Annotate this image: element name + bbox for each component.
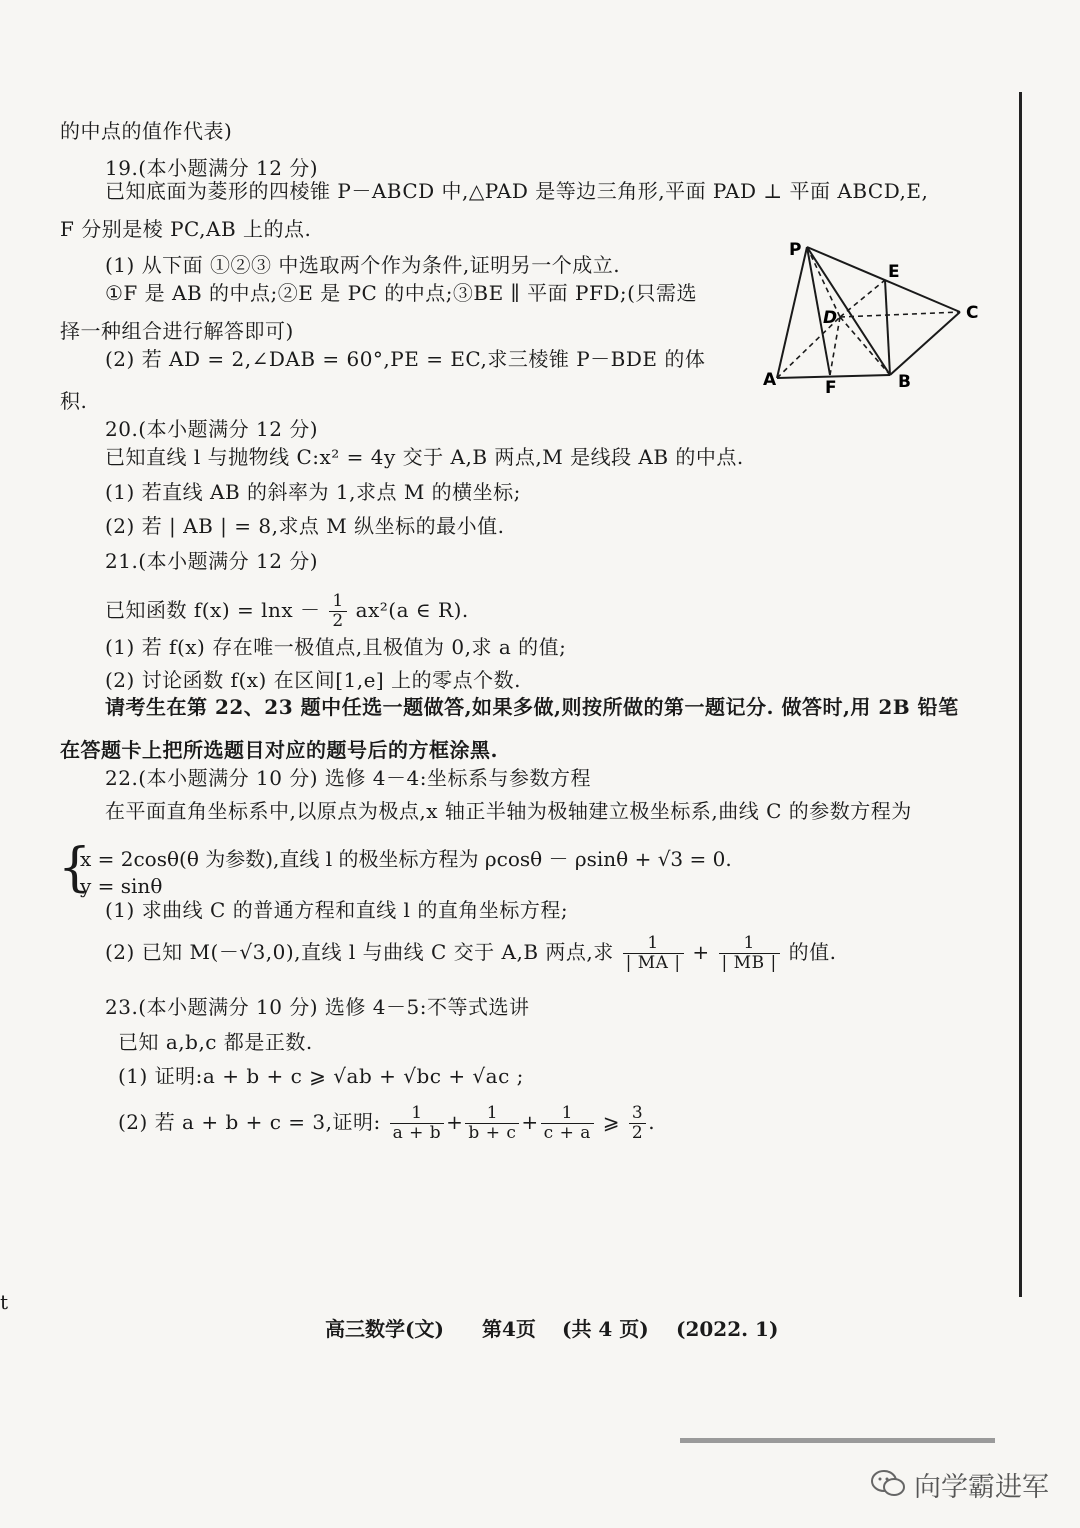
edge-PA: [777, 247, 807, 378]
label-P: P: [789, 240, 802, 260]
q19-part1-line2: ①F 是 AB 的中点;②E 是 PC 的中点;③BE ∥ 平面 PFD;(只需选: [105, 281, 697, 305]
q23-part1: (1) 证明:a + b + c ⩾ √ab + √bc + √ac ;: [118, 1064, 524, 1088]
q19-stem-line2: F 分别是棱 PC,AB 上的点.: [60, 217, 312, 241]
q22-frac2-num: 1: [719, 934, 780, 954]
label-B: B: [898, 372, 911, 392]
label-E: E: [888, 262, 900, 282]
q19-part2-line2: 积.: [60, 389, 88, 413]
edge-BC: [890, 312, 960, 375]
footer-total: (共 4 页): [562, 1317, 649, 1341]
q23-frac1-num: 1: [390, 1104, 445, 1124]
q22-stem: 在平面直角坐标系中,以原点为极点,x 轴正半轴为极轴建立极坐标系,曲线 C 的参数方程为: [105, 799, 912, 823]
q23-frac4: [629, 1104, 646, 1143]
footer-subject: 高三数学(文): [325, 1317, 444, 1341]
q22-plus: +: [692, 940, 710, 964]
edge-PD: [807, 247, 840, 317]
margin-mark: t: [0, 1290, 9, 1314]
label-A: A: [763, 370, 777, 390]
edge-DB: [840, 317, 890, 375]
q19-title: 19.(本小题满分 12 分): [105, 156, 319, 180]
q23-part2: (2) 若 a + b + c = 3,证明: $\frac{1}{a + b}$ + $\frac{1}{b + c}$ + $\frac{1}{c + a}$ ⩾ $\frac{3}{2}$ .: [118, 1103, 656, 1143]
edge-PC: [807, 247, 960, 312]
q22-eq-x: x = 2cosθ: [80, 847, 180, 871]
q22-title: 22.(本小题满分 10 分) 选修 4－4:坐标系与参数方程: [105, 766, 591, 790]
q23-frac1-den: a + b: [392, 1123, 442, 1143]
q23-frac2: [465, 1104, 519, 1143]
edge-DE: [840, 280, 885, 317]
q22-system-line2: y = sinθ: [80, 874, 163, 898]
q23-end: .: [648, 1110, 656, 1134]
q21-frac-num: 1: [329, 592, 346, 612]
header-fragment: 的中点的值作代表): [60, 119, 233, 143]
q21-stem: [105, 588, 469, 632]
q23-frac1: [390, 1104, 445, 1143]
q20-part1: (1) 若直线 AB 的斜率为 1,求点 M 的横坐标;: [105, 480, 521, 504]
q21-part2: (2) 讨论函数 f(x) 在区间[1,e] 上的零点个数.: [105, 668, 521, 692]
watermark-text: 向学霸进军: [914, 1471, 1049, 1503]
q23-frac3-den: c + a: [543, 1123, 591, 1143]
label-F: F: [825, 378, 837, 395]
q22-part2-a: (2) 已知 M(－√3,0),直线 l 与曲线 C 交于 A,B 两点,求: [105, 940, 614, 964]
q21-title: 21.(本小题满分 12 分): [105, 549, 319, 573]
edge-BE: [885, 280, 890, 375]
q23-geq: ⩾: [602, 1110, 620, 1134]
q23-title: 23.(本小题满分 10 分) 选修 4－5:不等式选讲: [105, 995, 530, 1019]
q22-frac2-den: | MB |: [721, 953, 777, 973]
q23-part2-a: (2) 若 a + b + c = 3,证明:: [118, 1110, 381, 1134]
q22-frac1: [623, 934, 684, 973]
q23-frac3-num: 1: [541, 1104, 594, 1124]
q21-part1: (1) 若 f(x) 存在唯一极值点,且极值为 0,求 a 的值;: [105, 635, 567, 659]
q22-frac2: [719, 934, 780, 973]
q20-title: 20.(本小题满分 12 分): [105, 417, 319, 441]
q22-frac1-num: 1: [623, 934, 684, 954]
q23-frac2-num: 1: [465, 1104, 519, 1124]
instruction-line2: 在答题卡上把所选题目对应的题号后的方框涂黑.: [60, 738, 498, 762]
q21-frac-den: 2: [332, 611, 344, 631]
q21-fraction: [329, 592, 346, 631]
page-border-line: [1019, 92, 1022, 1297]
q22-eq-tail: (θ 为参数),直线 l 的极坐标方程为 ρcosθ － ρsinθ + √3 = 0.: [179, 847, 732, 871]
q23-frac4-den: 2: [631, 1123, 644, 1143]
q23-frac2-den: b + c: [468, 1123, 517, 1143]
q22-frac1-den: | MA |: [625, 953, 681, 973]
watermark: [870, 1464, 1049, 1504]
q22-system-line1: [80, 846, 732, 872]
q19-part2-line1: (2) 若 AD = 2,∠DAB = 60°,PE = EC,求三棱锥 P－BDE 的体: [105, 347, 706, 371]
q19-stem-line1: 已知底面为菱形的四棱锥 P－ABCD 中,△PAD 是等边三角形,平面 PAD ⊥ 平面 ABCD,E,: [105, 179, 929, 203]
q21-stem-b: ax²(a ∈ R).: [355, 598, 469, 622]
label-C: C: [966, 303, 979, 323]
label-D: D: [823, 308, 838, 328]
q19-part1-line3: 择一种组合进行解答即可): [60, 319, 294, 343]
q22-system-brace: {: [58, 838, 92, 898]
q19-part1-line1: (1) 从下面 ①②③ 中选取两个作为条件,证明另一个成立.: [105, 253, 621, 277]
wechat-icon: [870, 1469, 906, 1499]
q22-part1: (1) 求曲线 C 的普通方程和直线 l 的直角坐标方程;: [105, 898, 569, 922]
scan-strip: [680, 1438, 995, 1443]
q22-part2: [105, 930, 836, 974]
instruction-line1: 请考生在第 22、23 题中任选一题做答,如果多做,则按所做的第一题记分. 做答时,用 2B 铅笔: [105, 695, 959, 719]
q23-frac3: [541, 1104, 594, 1143]
q22-part2-b: 的值.: [788, 940, 837, 964]
edge-DC: [840, 312, 960, 317]
footer-date: (2022. 1): [676, 1317, 779, 1341]
q23-frac4-num: 3: [629, 1104, 646, 1124]
footer-page: 第4页: [482, 1317, 536, 1341]
q23-stem: 已知 a,b,c 都是正数.: [118, 1030, 313, 1054]
pyramid-figure: [755, 235, 995, 395]
q21-stem-a: 已知函数 f(x) = lnx －: [105, 598, 321, 622]
q20-part2: (2) 若 | AB | = 8,求点 M 纵坐标的最小值.: [105, 514, 505, 538]
q20-stem: 已知直线 l 与抛物线 C:x² = 4y 交于 A,B 两点,M 是线段 AB 的中点.: [105, 445, 744, 469]
